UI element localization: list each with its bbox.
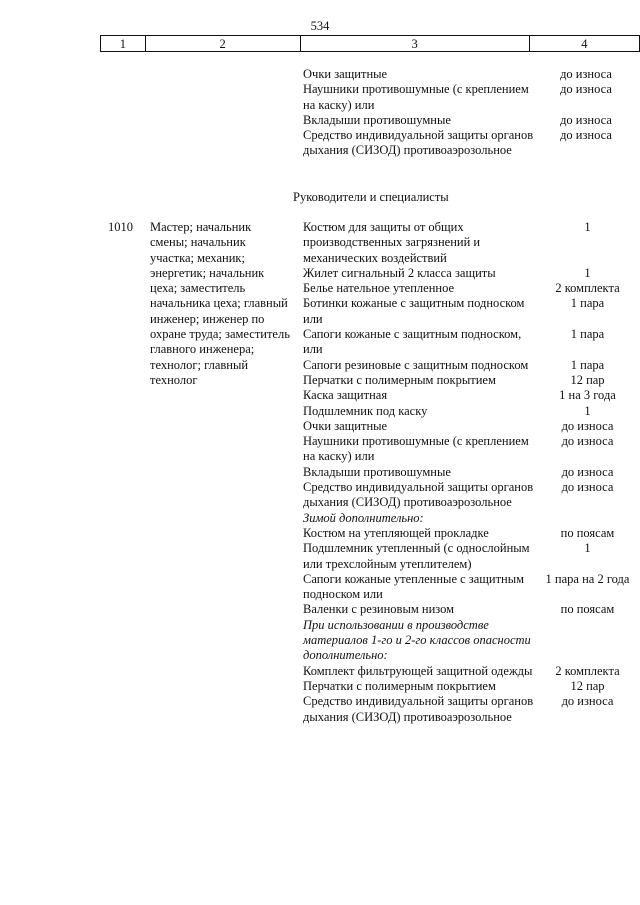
entry-code: 1010 [108, 220, 133, 234]
item-quantity: 1 пара [570, 296, 605, 311]
item-quantity: по поясам [560, 525, 615, 540]
column-header-3: 3 [300, 36, 529, 52]
list-item [303, 296, 636, 327]
item-name: Средство индивидуальной защиты органов дыхания (СИЗОД) противоаэрозольное [303, 694, 534, 724]
item-name: Комплект фильтрующей защитной одежды [303, 663, 533, 678]
item-name: Средство индивидуальной защиты органов дыхания (СИЗОД) противоаэрозольное [303, 480, 534, 510]
item-quantity: 1 пара [570, 357, 605, 372]
item-quantity: 1 [584, 541, 591, 556]
item-name: Костюм на утепляющей прокладке [303, 525, 489, 540]
list-item [303, 419, 636, 434]
list-item [303, 526, 636, 541]
list-item [303, 480, 636, 511]
list-item [303, 434, 636, 465]
list-item [303, 220, 636, 266]
list-item [303, 388, 636, 403]
list-item [303, 694, 636, 725]
item-quantity: 1 пара на 2 года [545, 571, 630, 586]
item-quantity: до износа [561, 464, 614, 479]
item-name: Сапоги кожаные с защитным подноском, или [303, 327, 522, 357]
item-quantity: 12 пар [570, 372, 605, 387]
list-item [303, 281, 636, 296]
entry-position: Мастер; начальник смены; начальник участка; механик; энергетик; начальник цеха; заместитель начальника цеха; главный инженер; инженер по охране труда; заместитель главного инженера; технолог; главный технолог [150, 220, 290, 387]
item-quantity: до износа [561, 418, 614, 433]
item-quantity: 2 комплекта [555, 281, 620, 296]
list-item [303, 266, 636, 281]
list-item [303, 128, 633, 159]
item-name: Зимой дополнительно: [303, 510, 424, 525]
column-header-row [101, 36, 640, 52]
entry-items-list [303, 220, 636, 725]
column-header-2: 2 [145, 36, 300, 52]
list-item [303, 664, 636, 679]
list-item [303, 67, 633, 82]
list-item [303, 511, 636, 526]
item-name: Белье нательное утепленное [303, 281, 455, 296]
item-name: Подшлемник под каску [303, 403, 428, 418]
item-quantity: 1 [584, 220, 591, 234]
group-heading: Руководители и специалисты [293, 190, 449, 204]
column-header-table [100, 35, 640, 52]
item-quantity: 2 комплекта [555, 663, 620, 678]
item-name: При использовании в производстве материалов 1-го и 2-го классов опасности дополнительно: [303, 617, 531, 663]
item-name: Вкладыши противошумные [303, 464, 451, 479]
item-quantity [539, 618, 636, 664]
item-name: Подшлемник утепленный (с однослойным или трехслойным утеплителем) [303, 541, 530, 571]
column-header-1: 1 [101, 36, 146, 52]
item-name: Перчатки с полимерным покрытием [303, 372, 496, 387]
item-quantity: до износа [560, 82, 612, 97]
page-number: 534 [310, 19, 330, 33]
item-quantity: 1 [584, 265, 591, 280]
item-quantity: 12 пар [570, 678, 605, 693]
list-item [303, 572, 636, 603]
list-item [303, 541, 636, 572]
list-item [303, 465, 636, 480]
item-quantity: до износа [561, 434, 614, 449]
item-name: Каска защитная [303, 388, 388, 403]
list-item [303, 327, 636, 358]
list-item [303, 404, 636, 419]
list-item [303, 618, 636, 664]
item-quantity: до износа [560, 67, 612, 81]
item-name: Костюм для защиты от общих производственных загрязнений и механических воздействий [303, 220, 481, 265]
column-header-4: 4 [529, 36, 639, 52]
item-quantity: до износа [561, 480, 614, 495]
item-name: Сапоги резиновые с защитным подноском [303, 357, 529, 372]
item-name: Перчатки с полимерным покрытием [303, 678, 496, 693]
item-name: Очки защитные [303, 418, 388, 433]
item-name: Очки защитные [303, 67, 388, 81]
item-name: Валенки с резиновым низом [303, 602, 455, 617]
item-name: Сапоги кожаные утепленные с защитным подноском или [303, 571, 525, 602]
item-quantity: 1 пара [570, 327, 605, 342]
list-item [303, 358, 636, 373]
item-name: Наушники противошумные (с креплением на каску) или [303, 82, 529, 112]
item-quantity: по поясам [560, 602, 615, 617]
item-quantity: до износа [560, 128, 612, 143]
item-name: Средство индивидуальной защиты органов дыхания (СИЗОД) противоаэрозольное [303, 128, 534, 158]
item-quantity [539, 511, 636, 526]
item-name: Жилет сигнальный 2 класса защиты [303, 265, 496, 280]
list-item [303, 373, 636, 388]
list-item [303, 113, 633, 128]
item-quantity: 1 на 3 года [559, 388, 616, 403]
item-quantity: до износа [561, 694, 614, 709]
continued-items-list [303, 67, 633, 159]
list-item [303, 679, 636, 694]
item-name: Наушники противошумные (с креплением на каску) или [303, 434, 529, 464]
item-name: Ботинки кожаные с защитным подноском или [303, 296, 525, 326]
item-quantity: до износа [560, 112, 612, 127]
item-name: Вкладыши противошумные [303, 112, 451, 127]
list-item [303, 602, 636, 617]
item-quantity: 1 [584, 403, 591, 418]
list-item [303, 82, 633, 113]
